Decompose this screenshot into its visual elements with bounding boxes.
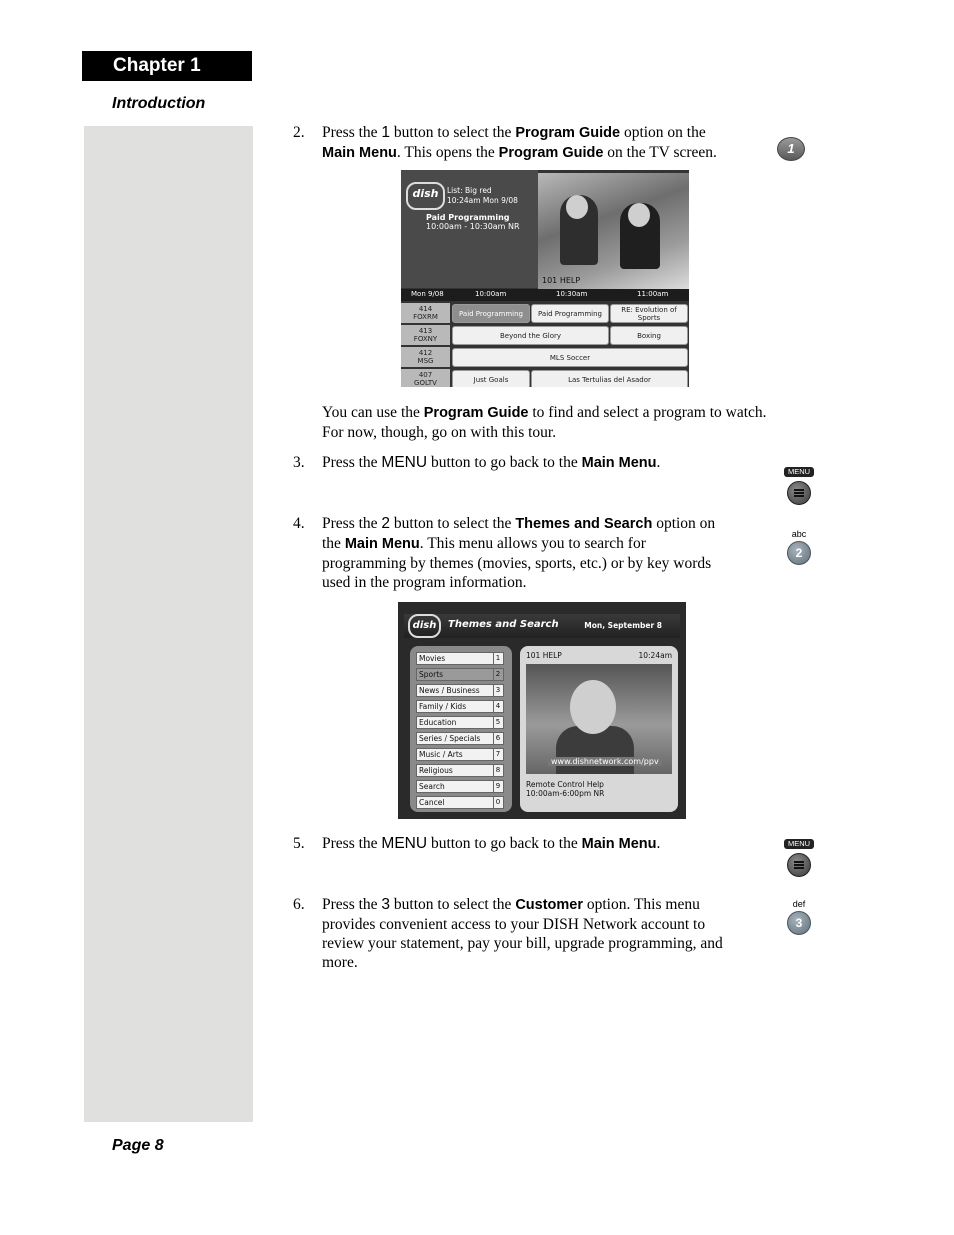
guide-video-preview: [538, 173, 689, 289]
guide-list-name: List: Big red: [447, 186, 492, 195]
themes-menu: [410, 646, 512, 812]
menu-item-search: Search 9: [416, 780, 504, 793]
abc-label: abc: [791, 529, 807, 539]
guide-cell: RE: Evolution of Sports: [610, 304, 688, 323]
menu-item-music: Music / Arts 7: [416, 748, 504, 761]
guide-time-header: Mon 9/08 10:00am 10:30am 11:00am: [401, 289, 689, 301]
guide-cell: MLS Soccer: [452, 348, 688, 367]
themes-title: Themes and Search: [448, 619, 559, 630]
guide-cell: Paid Programming: [531, 304, 609, 323]
menu-item-religious: Religious 8: [416, 764, 504, 777]
guide-cell: Las Tertulias del Asador: [531, 370, 688, 387]
sidebar-panel: [84, 126, 253, 1122]
preview-url: www.dishnetwork.com/ppv: [548, 757, 662, 766]
menu-item-sports: Sports 2: [416, 668, 504, 681]
preview-desc-time: 10:00am-6:00pm NR: [526, 789, 605, 798]
section-title: Introduction: [112, 95, 206, 112]
menu-item-series: Series / Specials 6: [416, 732, 504, 745]
guide-program-time: 10:00am - 10:30am NR: [426, 222, 520, 231]
step-number: 2.: [293, 124, 305, 141]
themes-date: Mon, September 8: [584, 621, 662, 630]
menu-item-news: News / Business 3: [416, 684, 504, 697]
guide-paragraph: You can use the Program Guide to find and select a program to watch. For now, though, go on with this tour.: [322, 404, 767, 441]
guide-channel: 413 FOXNY: [401, 325, 450, 345]
guide-cell: Paid Programming: [452, 304, 530, 323]
guide-cell: Boxing: [610, 326, 688, 345]
menu-item-family: Family / Kids 4: [416, 700, 504, 713]
guide-channel: 407 GOLTV: [401, 369, 450, 387]
themes-and-search-screenshot: [398, 602, 686, 819]
program-guide-screenshot: [401, 170, 689, 387]
guide-time: 10:24am Mon 9/08: [447, 196, 518, 205]
menu-label: MENU: [784, 467, 814, 477]
page-number: Page 8: [112, 1137, 164, 1154]
menu-label: MENU: [784, 839, 814, 849]
guide-cell: Beyond the Glory: [452, 326, 609, 345]
preview-desc: Remote Control Help: [526, 780, 604, 789]
chapter-heading: Chapter 1: [82, 51, 252, 81]
menu-button-icon: [787, 853, 811, 877]
guide-channel: 412 MSG: [401, 347, 450, 367]
themes-preview-pane: [520, 646, 678, 812]
guide-channel: 414 FOXRM: [401, 303, 450, 323]
guide-program-title: Paid Programming: [426, 213, 510, 222]
dish-logo: dish: [408, 614, 441, 638]
menu-item-education: Education 5: [416, 716, 504, 729]
menu-button-icon: [787, 481, 811, 505]
remote-button-1-icon: 1: [777, 137, 805, 161]
dish-logo: dish: [406, 182, 445, 210]
menu-item-movies: Movies 1: [416, 652, 504, 665]
preview-time: 10:24am: [638, 651, 672, 660]
guide-info-panel: [401, 170, 538, 288]
guide-cell: Just Goals: [452, 370, 530, 387]
themes-title-bar: [404, 614, 680, 638]
remote-button-2-icon: 2: [787, 541, 811, 565]
remote-button-3-icon: 3: [787, 911, 811, 935]
menu-item-cancel: Cancel 0: [416, 796, 504, 809]
preview-channel: 101 HELP: [526, 651, 562, 660]
guide-video-label: 101 HELP: [542, 276, 581, 285]
def-label: def: [792, 899, 806, 909]
preview-video: [526, 664, 672, 774]
